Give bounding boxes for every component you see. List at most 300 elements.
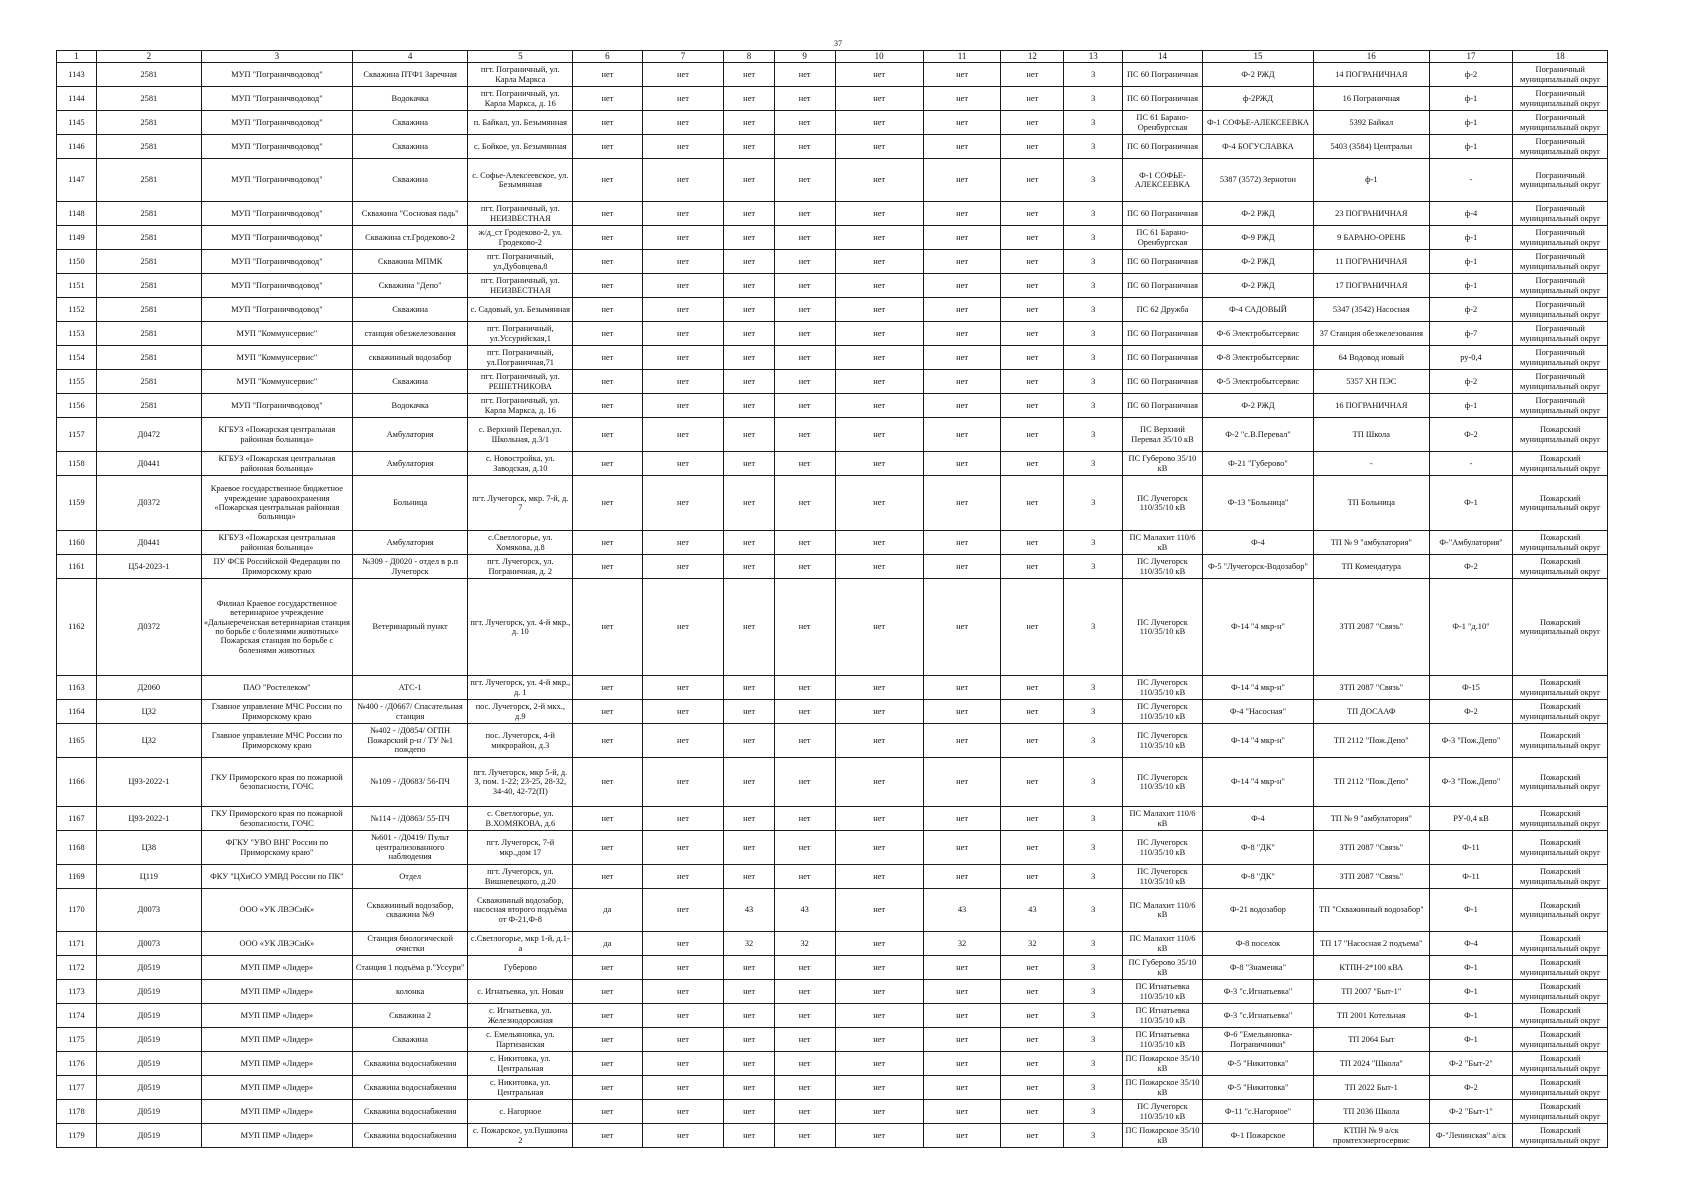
table-cell-col-13: 3 [1064,159,1123,202]
table-cell-col-11: нет [923,1004,1001,1028]
table-cell-col-14: ПС Лучегорск 110/35/10 кВ [1123,831,1203,865]
table-cell-col-13: 3 [1064,531,1123,555]
table-cell-col-16: 23 ПОГРАНИЧНАЯ [1314,202,1429,226]
table-cell-col-15: Ф-6 Электробытсервис [1202,322,1313,346]
table-cell-col-16: ТП 2022 Быт-1 [1314,1076,1429,1100]
table-row [57,676,1608,700]
table-cell-col-15: Ф-4 [1202,807,1313,831]
table-cell-col-14: ПС Малахит 110/6 кВ [1123,807,1203,831]
table-cell-col-10: нет [835,700,923,724]
table-cell-col-16: ТП "Скважинный водозабор" [1314,889,1429,932]
table-cell-col-4: Скважина водоснабжения [352,1100,467,1124]
table-row [57,579,1608,676]
table-cell-col-16: ТП 17 "Насосная 2 подъема" [1314,932,1429,956]
table-cell-col-17: Ф-2 [1429,418,1513,452]
table-cell-col-2: Д0519 [96,956,201,980]
table-cell-col-6: нет [573,865,642,889]
table-cell-col-18: Пожарский муниципальный округ [1513,555,1608,579]
table-cell-col-10: нет [835,202,923,226]
table-cell-col-16: ЗТП 2087 "Связь" [1314,579,1429,676]
table-cell-col-7: нет [642,724,724,758]
table-cell-col-15: Ф-6 "Емельяновка-Пограничники" [1202,1028,1313,1052]
table-cell-col-4: Скважина водоснабжения [352,1124,467,1148]
table-cell-col-15: Ф-14 "4 мкр-н" [1202,676,1313,700]
table-cell-col-4: Скважина [352,1028,467,1052]
table-cell-col-6: нет [573,531,642,555]
table-cell-col-1: 1157 [57,418,97,452]
table-cell-col-8: нет [724,676,774,700]
table-cell-col-6: нет [573,135,642,159]
table-cell-col-4: Станция биологической очистки [352,932,467,956]
table-cell-col-14: ПС 62 Дружба [1123,298,1203,322]
table-cell-col-10: нет [835,1100,923,1124]
table-cell-col-8: нет [724,831,774,865]
table-cell-col-9: нет [774,298,835,322]
table-cell-col-14: ПС 60 Пограничная [1123,322,1203,346]
table-cell-col-2: Ц93-2022-1 [96,758,201,807]
table-cell-col-6: нет [573,111,642,135]
table-cell-col-2: 2581 [96,87,201,111]
table-cell-col-9: нет [774,159,835,202]
table-cell-col-1: 1148 [57,202,97,226]
table-row [57,322,1608,346]
table-cell-col-3: МУП "Коммунсервис" [201,370,352,394]
table-cell-col-2: Ц38 [96,831,201,865]
table-cell-col-18: Пограничный муниципальный округ [1513,226,1608,250]
table-row [57,394,1608,418]
table-cell-col-16: 5403 (3584) Центральн [1314,135,1429,159]
table-cell-col-9: нет [774,111,835,135]
table-cell-col-3: МУП ПМР «Лидер» [201,980,352,1004]
table-cell-col-1: 1173 [57,980,97,1004]
table-cell-col-15: Ф-4 "Насосная" [1202,700,1313,724]
table-cell-col-9: нет [774,226,835,250]
table-cell-col-1: 1162 [57,579,97,676]
table-cell-col-16: ТП Комендатура [1314,555,1429,579]
table-cell-col-1: 1146 [57,135,97,159]
table-cell-col-7: нет [642,1052,724,1076]
table-cell-col-4: Водокачка [352,87,467,111]
table-cell-col-1: 1145 [57,111,97,135]
table-cell-col-14: ПС 60 Пограничная [1123,63,1203,87]
col-header-11: 11 [923,51,1001,63]
table-cell-col-10: нет [835,831,923,865]
table-cell-col-15: 5387 (3572) Зернотон [1202,159,1313,202]
table-cell-col-11: нет [923,831,1001,865]
table-cell-col-12: нет [1001,394,1064,418]
table-cell-col-9: нет [774,724,835,758]
table-cell-col-12: нет [1001,418,1064,452]
table-cell-col-18: Пожарский муниципальный округ [1513,980,1608,1004]
table-cell-col-8: нет [724,1076,774,1100]
table-cell-col-10: нет [835,250,923,274]
table-cell-col-2: 2581 [96,322,201,346]
table-cell-col-3: МУП "Пограничводовод" [201,135,352,159]
table-cell-col-10: нет [835,370,923,394]
table-cell-col-14: ПС Малахит 110/6 кВ [1123,889,1203,932]
table-row [57,159,1608,202]
table-cell-col-16: ТП 2001 Котельная [1314,1004,1429,1028]
table-cell-col-8: нет [724,700,774,724]
table-cell-col-18: Пожарский муниципальный округ [1513,476,1608,531]
table-cell-col-12: нет [1001,758,1064,807]
table-cell-col-2: Д2060 [96,676,201,700]
table-row [57,1028,1608,1052]
table-cell-col-17: - [1429,452,1513,476]
table-cell-col-17: ф-2 [1429,63,1513,87]
table-cell-col-16: КТПН № 9 а/ск промтехэнергосервис [1314,1124,1429,1148]
table-cell-col-17: Ф-2 [1429,1076,1513,1100]
table-cell-col-11: нет [923,1028,1001,1052]
table-cell-col-6: нет [573,956,642,980]
table-cell-col-6: нет [573,346,642,370]
table-cell-col-6: нет [573,807,642,831]
table-cell-col-13: 3 [1064,865,1123,889]
table-cell-col-11: нет [923,226,1001,250]
table-cell-col-8: нет [724,724,774,758]
table-cell-col-14: ПС Верхний Перевал 35/10 кВ [1123,418,1203,452]
table-cell-col-10: нет [835,476,923,531]
col-header-5: 5 [468,51,573,63]
table-cell-col-1: 1179 [57,1124,97,1148]
table-cell-col-5: с. Бойкое, ул. Безымянная [468,135,573,159]
table-cell-col-17: Ф-1 [1429,889,1513,932]
table-cell-col-10: нет [835,322,923,346]
table-cell-col-15: ф-2РЖД [1202,87,1313,111]
table-cell-col-3: ФГКУ "УВО ВНГ России по Приморскому краю" [201,831,352,865]
table-cell-col-17: ф-2 [1429,298,1513,322]
table-cell-col-18: Пограничный муниципальный округ [1513,394,1608,418]
table-cell-col-2: 2581 [96,394,201,418]
table-cell-col-7: нет [642,202,724,226]
table-cell-col-10: нет [835,298,923,322]
table-cell-col-12: нет [1001,724,1064,758]
table-cell-col-4: Скважинный водозабор, скважина №9 [352,889,467,932]
table-cell-col-10: нет [835,87,923,111]
table-cell-col-8: нет [724,476,774,531]
table-cell-col-8: нет [724,250,774,274]
table-cell-col-2: Д0519 [96,980,201,1004]
table-cell-col-4: Скважина водоснабжения [352,1076,467,1100]
table-cell-col-14: ПС 61 Барано-Оренбургская [1123,226,1203,250]
table-cell-col-15: Ф-5 Электробытсервис [1202,370,1313,394]
table-cell-col-10: нет [835,452,923,476]
table-cell-col-13: 3 [1064,250,1123,274]
table-cell-col-11: нет [923,700,1001,724]
table-cell-col-7: нет [642,370,724,394]
table-cell-col-14: ПС Малахит 110/6 кВ [1123,932,1203,956]
table-cell-col-11: нет [923,724,1001,758]
table-cell-col-16: - [1314,452,1429,476]
table-cell-col-2: 2581 [96,226,201,250]
table-cell-col-5: с. Верхний Перевал,ул. Школьная, д.3/1 [468,418,573,452]
table-cell-col-18: Пограничный муниципальный округ [1513,370,1608,394]
table-cell-col-4: Станция 1 подъёма р."Уссури" [352,956,467,980]
table-cell-col-13: 3 [1064,1052,1123,1076]
table-cell-col-17: ф-2 [1429,370,1513,394]
table-cell-col-11: нет [923,956,1001,980]
table-cell-col-6: нет [573,1052,642,1076]
table-cell-col-15: Ф-5 "Никитовка" [1202,1076,1313,1100]
table-cell-col-2: 2581 [96,370,201,394]
table-cell-col-13: 3 [1064,1100,1123,1124]
table-cell-col-18: Пограничный муниципальный округ [1513,111,1608,135]
table-cell-col-11: нет [923,807,1001,831]
table-cell-col-7: нет [642,531,724,555]
table-cell-col-5: пгт. Пограничный, ул. РЕШЕТНИКОВА [468,370,573,394]
table-cell-col-12: нет [1001,700,1064,724]
table-cell-col-17: ф-1 [1429,250,1513,274]
table-cell-col-3: ПАО "Ростелеком" [201,676,352,700]
table-cell-col-15: Ф-3 "с.Игнатьевка" [1202,980,1313,1004]
table-cell-col-6: нет [573,724,642,758]
table-cell-col-17: Ф-"Амбулатория" [1429,531,1513,555]
table-cell-col-7: нет [642,758,724,807]
table-cell-col-3: ПУ ФСБ Российской Федерации по Приморскому краю [201,555,352,579]
table-cell-col-5: с. Емельяновка, ул. Партизанская [468,1028,573,1052]
table-cell-col-11: нет [923,476,1001,531]
table-cell-col-17: ф-1 [1429,394,1513,418]
table-cell-col-10: нет [835,676,923,700]
table-cell-col-11: нет [923,63,1001,87]
table-row [57,724,1608,758]
table-cell-col-10: нет [835,724,923,758]
table-cell-col-7: нет [642,159,724,202]
table-cell-col-9: нет [774,1076,835,1100]
table-cell-col-7: нет [642,700,724,724]
table-cell-col-15: Ф-2 РЖД [1202,394,1313,418]
table-cell-col-3: МУП "Пограничводовод" [201,159,352,202]
table-row [57,1124,1608,1148]
table-cell-col-12: нет [1001,980,1064,1004]
table-cell-col-6: нет [573,298,642,322]
table-cell-col-17: Ф-3 "Пож.Депо" [1429,724,1513,758]
table-cell-col-12: нет [1001,865,1064,889]
table-cell-col-1: 1161 [57,555,97,579]
table-cell-col-11: нет [923,1076,1001,1100]
table-cell-col-17: ф-1 [1429,135,1513,159]
table-cell-col-17: ф-1 [1429,226,1513,250]
table-cell-col-8: нет [724,226,774,250]
table-cell-col-16: 16 Пограничная [1314,87,1429,111]
table-cell-col-3: МУП "Пограничводовод" [201,226,352,250]
table-cell-col-11: нет [923,322,1001,346]
table-cell-col-7: нет [642,555,724,579]
table-cell-col-5: пгт. Пограничный, ул. НЕИЗВЕСТНАЯ [468,202,573,226]
table-cell-col-1: 1143 [57,63,97,87]
table-cell-col-5: с. Пожарское, ул.Пушкина 2 [468,1124,573,1148]
table-cell-col-14: ПС Пожарское 35/10 кВ [1123,1052,1203,1076]
table-cell-col-18: Пожарский муниципальный округ [1513,700,1608,724]
table-cell-col-10: нет [835,1124,923,1148]
table-cell-col-3: МУП "Пограничводовод" [201,111,352,135]
table-cell-col-9: нет [774,250,835,274]
table-cell-col-4: Скважина [352,135,467,159]
table-cell-col-4: №114 - /Д0863/ 55-ПЧ [352,807,467,831]
table-cell-col-1: 1172 [57,956,97,980]
table-cell-col-13: 3 [1064,87,1123,111]
table-cell-col-9: нет [774,555,835,579]
table-cell-col-2: Д0519 [96,1076,201,1100]
table-cell-col-15: Ф-1 Пожарское [1202,1124,1313,1148]
table-row [57,865,1608,889]
table-cell-col-16: ЗТП 2087 "Связь" [1314,676,1429,700]
table-cell-col-7: нет [642,394,724,418]
table-cell-col-11: нет [923,531,1001,555]
table-cell-col-5: пгт. Лучегорск, 7-й мкр.,дом 17 [468,831,573,865]
table-cell-col-3: Главное управление МЧС России по Приморскому краю [201,724,352,758]
table-cell-col-1: 1166 [57,758,97,807]
table-cell-col-8: нет [724,111,774,135]
table-cell-col-1: 1153 [57,322,97,346]
table-cell-col-16: 9 БАРАНО-ОРЕНБ [1314,226,1429,250]
table-cell-col-13: 3 [1064,758,1123,807]
table-cell-col-9: нет [774,1124,835,1148]
table-cell-col-1: 1160 [57,531,97,555]
table-cell-col-1: 1167 [57,807,97,831]
table-cell-col-12: 43 [1001,889,1064,932]
table-cell-col-17: Ф-2 [1429,700,1513,724]
table-cell-col-16: ЗТП 2087 "Связь" [1314,865,1429,889]
table-cell-col-4: Скважина [352,111,467,135]
table-cell-col-8: нет [724,956,774,980]
table-cell-col-8: нет [724,758,774,807]
table-cell-col-17: Ф-11 [1429,865,1513,889]
table-cell-col-7: нет [642,1076,724,1100]
table-cell-col-3: КГБУЗ «Пожарская центральная районная больница» [201,531,352,555]
table-cell-col-3: МУП "Пограничводовод" [201,87,352,111]
table-cell-col-13: 3 [1064,298,1123,322]
table-cell-col-5: пгт. Пограничный, ул. Карла Маркса, д. 16 [468,87,573,111]
table-cell-col-18: Пограничный муниципальный округ [1513,322,1608,346]
col-header-6: 6 [573,51,642,63]
table-row [57,370,1608,394]
table-cell-col-15: Ф-8 "ДК" [1202,831,1313,865]
table-cell-col-18: Пожарский муниципальный округ [1513,579,1608,676]
table-cell-col-2: Д0441 [96,452,201,476]
table-cell-col-4: Скважина [352,159,467,202]
table-cell-col-13: 3 [1064,676,1123,700]
table-cell-col-12: нет [1001,370,1064,394]
table-cell-col-18: Пожарский муниципальный округ [1513,1004,1608,1028]
table-cell-col-12: нет [1001,956,1064,980]
table-cell-col-3: МУП "Коммунсервис" [201,322,352,346]
table-cell-col-5: пос. Лучегорск, 2-й мкх., д.9 [468,700,573,724]
table-cell-col-2: 2581 [96,63,201,87]
table-cell-col-5: п. Байкал, ул. Безымянная [468,111,573,135]
table-cell-col-13: 3 [1064,370,1123,394]
table-cell-col-9: нет [774,63,835,87]
table-cell-col-16: 64 Водовод новый [1314,346,1429,370]
table-cell-col-3: МУП ПМР «Лидер» [201,1052,352,1076]
table-cell-col-17: Ф-11 [1429,831,1513,865]
table-cell-col-15: Ф-11 "с.Нагорное" [1202,1100,1313,1124]
table-cell-col-14: ПС 61 Барано-Оренбургская [1123,111,1203,135]
table-cell-col-7: нет [642,865,724,889]
table-cell-col-9: нет [774,1028,835,1052]
table-cell-col-6: нет [573,1028,642,1052]
table-cell-col-3: КГБУЗ «Пожарская центральная районная больница» [201,418,352,452]
table-cell-col-4: Скважина ст.Гродеково-2 [352,226,467,250]
table-cell-col-8: нет [724,980,774,1004]
table-row [57,700,1608,724]
table-cell-col-9: нет [774,676,835,700]
table-cell-col-8: нет [724,1004,774,1028]
table-cell-col-4: Отдел [352,865,467,889]
table-cell-col-5: пгт. Пограничный, ул.Дубовцева,8 [468,250,573,274]
table-cell-col-9: нет [774,476,835,531]
table-cell-col-12: нет [1001,1100,1064,1124]
table-cell-col-1: 1177 [57,1076,97,1100]
table-cell-col-15: Ф-21 "Губерово" [1202,452,1313,476]
table-cell-col-18: Пограничный муниципальный округ [1513,250,1608,274]
table-row [57,135,1608,159]
table-cell-col-16: 5392 Байкал [1314,111,1429,135]
table-cell-col-10: нет [835,346,923,370]
table-cell-col-15: Ф-21 водозабор [1202,889,1313,932]
table-cell-col-2: 2581 [96,111,201,135]
table-cell-col-14: ПС Игнатьевка 110/35/10 кВ [1123,1028,1203,1052]
table-cell-col-10: нет [835,159,923,202]
table-cell-col-4: Скважина водоснабжения [352,1052,467,1076]
table-cell-col-16: 11 ПОГРАНИЧНАЯ [1314,250,1429,274]
table-cell-col-13: 3 [1064,724,1123,758]
table-cell-col-5: пгт. Пограничный, ул. НЕИЗВЕСТНАЯ [468,274,573,298]
registry-table [56,50,1608,1148]
table-row [57,1100,1608,1124]
table-cell-col-13: 3 [1064,980,1123,1004]
table-cell-col-15: Ф-8 "Знаменка" [1202,956,1313,980]
table-row [57,555,1608,579]
table-cell-col-3: КГБУЗ «Пожарская центральная районная больница» [201,452,352,476]
table-cell-col-11: нет [923,1124,1001,1148]
table-cell-col-11: нет [923,87,1001,111]
table-cell-col-7: нет [642,322,724,346]
table-cell-col-5: пгт. Лучегорск, мкр 5-й, д. 3, пом. 1-22; 23-25, 28-32, 34-40, 42-72(П) [468,758,573,807]
table-cell-col-10: нет [835,807,923,831]
table-cell-col-12: нет [1001,274,1064,298]
table-cell-col-13: 3 [1064,346,1123,370]
col-header-8: 8 [724,51,774,63]
table-cell-col-8: нет [724,1124,774,1148]
table-cell-col-14: ПС Малахит 110/6 кВ [1123,531,1203,555]
table-cell-col-11: нет [923,555,1001,579]
table-cell-col-11: нет [923,865,1001,889]
table-cell-col-8: нет [724,865,774,889]
table-cell-col-12: нет [1001,111,1064,135]
table-cell-col-9: нет [774,418,835,452]
table-cell-col-2: 2581 [96,202,201,226]
table-cell-col-14: ПС 60 Пограничная [1123,250,1203,274]
table-cell-col-17: Ф-3 "Пож.Депо" [1429,758,1513,807]
table-cell-col-18: Пожарский муниципальный округ [1513,1124,1608,1148]
table-cell-col-12: нет [1001,452,1064,476]
table-cell-col-17: ру-0,4 [1429,346,1513,370]
table-cell-col-15: Ф-4 [1202,531,1313,555]
table-cell-col-1: 1158 [57,452,97,476]
table-cell-col-12: нет [1001,676,1064,700]
table-cell-col-11: нет [923,111,1001,135]
table-cell-col-1: 1163 [57,676,97,700]
table-cell-col-2: 2581 [96,346,201,370]
table-cell-col-9: нет [774,865,835,889]
table-cell-col-3: МУП "Пограничводовод" [201,298,352,322]
table-cell-col-9: нет [774,579,835,676]
table-cell-col-6: нет [573,579,642,676]
table-cell-col-3: ООО «УК ЛВЭСиК» [201,932,352,956]
table-cell-col-3: МУП "Коммунсервис" [201,346,352,370]
table-cell-col-4: Скважина [352,370,467,394]
